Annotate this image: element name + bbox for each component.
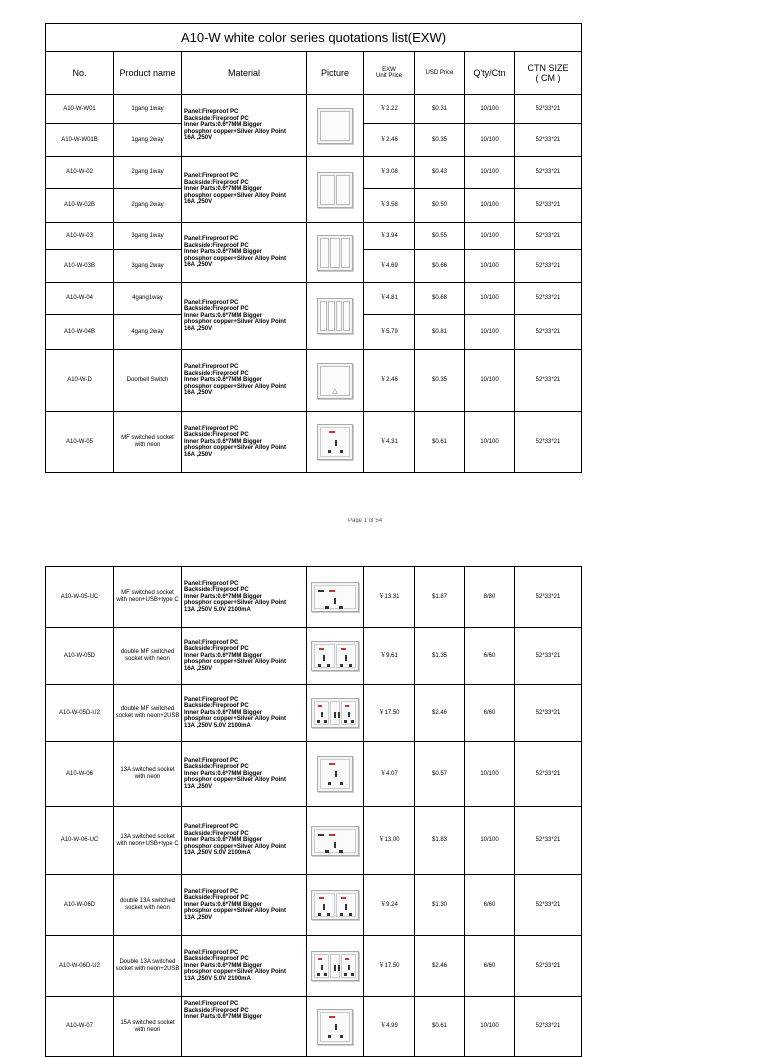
usd-price: $0.55 <box>415 223 465 250</box>
qty-per-ctn: 10/100 <box>465 189 515 223</box>
ctn-size: 52*33*21 <box>515 742 582 807</box>
ctn-size: 52*33*21 <box>515 157 582 189</box>
table-row <box>46 936 582 997</box>
doorbell-switch-icon: △ <box>317 363 353 399</box>
ctn-size: 52*33*21 <box>515 124 582 157</box>
usd-price: $0.81 <box>415 315 465 350</box>
usd-price: $0.35 <box>415 124 465 157</box>
product-picture <box>307 567 364 628</box>
ctn-size: 52*33*21 <box>515 95 582 124</box>
exw-price: ￥3.08 <box>364 157 415 189</box>
usd-price: $1.30 <box>415 875 465 936</box>
qty-per-ctn: 10/100 <box>465 223 515 250</box>
table-row <box>46 350 582 412</box>
exw-price: ￥9.61 <box>364 628 415 685</box>
table-title: A10-W white color series quotations list(EXW) <box>46 24 582 52</box>
qty-per-ctn: 10/100 <box>465 95 515 124</box>
ctn-size: 52*33*21 <box>515 936 582 997</box>
table-row <box>46 157 582 189</box>
ctn-size: 52*33*21 <box>515 685 582 742</box>
product-picture <box>307 95 364 157</box>
product-name: MF switched socket with neon <box>114 412 182 473</box>
product-picture <box>307 412 364 473</box>
product-picture <box>307 628 364 685</box>
exw-price: ￥2.22 <box>364 95 415 124</box>
table-row <box>46 95 582 124</box>
material: Panel:Fireproof PC Backside:Fireproof PC Inner Parts:0.6*7MM Bigger phosphor copper+Silver Alloy Point 16A ,250V <box>182 157 307 223</box>
mf-socket-usb-icon <box>311 582 359 612</box>
item-no: A10-W-04B <box>46 315 114 350</box>
ctn-size: 52*33*21 <box>515 315 582 350</box>
product-name: double MF switched socket with neon <box>114 628 182 685</box>
product-picture <box>307 157 364 223</box>
table-row <box>46 283 582 315</box>
material: Panel:Fireproof PC Backside:Fireproof PC Inner Parts:0.6*7MM Bigger phosphor copper+Silver Alloy Point 13A ,250V 5.0V 2100mA <box>182 807 307 875</box>
double-13a-socket-usb-icon <box>311 951 359 981</box>
product-name: 2gang 1way <box>114 157 182 189</box>
table-row <box>46 742 582 807</box>
13a-socket-usb-icon <box>311 826 359 856</box>
15a-socket-icon <box>317 1009 353 1045</box>
product-name: double MF switched socket with neon+2USB <box>114 685 182 742</box>
table-row <box>46 628 582 685</box>
double-13a-socket-icon <box>311 890 359 920</box>
table-row <box>46 567 582 628</box>
product-name: 4gang 2way <box>114 315 182 350</box>
header-no: No. <box>46 52 114 95</box>
item-no: A10-W-05D-U2 <box>46 685 114 742</box>
qty-per-ctn: 6/60 <box>465 628 515 685</box>
item-no: A10-W-03 <box>46 223 114 250</box>
material: Panel:Fireproof PC Backside:Fireproof PC Inner Parts:0.6*7MM Bigger phosphor copper+Silver Alloy Point 16A ,250V <box>182 350 307 412</box>
item-no: A10-W-05-UC <box>46 567 114 628</box>
qty-per-ctn: 10/100 <box>465 250 515 283</box>
product-picture <box>307 283 364 350</box>
exw-price: ￥4.99 <box>364 997 415 1057</box>
header-material: Material <box>182 52 307 95</box>
qty-per-ctn: 6/60 <box>465 685 515 742</box>
product-name: 1gang 2way <box>114 124 182 157</box>
exw-price: ￥4.31 <box>364 412 415 473</box>
qty-per-ctn: 10/100 <box>465 315 515 350</box>
product-name: Double 13A switched socket with neon+2USB <box>114 936 182 997</box>
material: Panel:Fireproof PC Backside:Fireproof PC Inner Parts:0.6*7MM Bigger phosphor copper+Silver Alloy Point 13A ,250V 5.0V 2100mA <box>182 567 307 628</box>
material: Panel:Fireproof PC Backside:Fireproof PC Inner Parts:0.6*7MM Bigger phosphor copper+Silver Alloy Point 16A ,250V <box>182 95 307 157</box>
ctn-size: 52*33*21 <box>515 283 582 315</box>
material: Panel:Fireproof PC Backside:Fireproof PC Inner Parts:0.6*7MM Bigger phosphor copper+Silver Alloy Point 16A ,250V <box>182 283 307 350</box>
header-usd-price: USD Price <box>415 52 465 95</box>
exw-price: ￥4.69 <box>364 250 415 283</box>
ctn-size: 52*33*21 <box>515 350 582 412</box>
ctn-size: 52*33*21 <box>515 997 582 1057</box>
switch-3gang-icon <box>317 235 353 271</box>
usd-price: $2.46 <box>415 936 465 997</box>
usd-price: $1.83 <box>415 807 465 875</box>
material: Panel:Fireproof PC Backside:Fireproof PC Inner Parts:0.6*7MM Bigger <box>182 997 307 1057</box>
item-no: A10-W-03B <box>46 250 114 283</box>
material: Panel:Fireproof PC Backside:Fireproof PC Inner Parts:0.6*7MM Bigger phosphor copper+Silver Alloy Point 13A ,250V 5.0V 2100mA <box>182 936 307 997</box>
exw-price: ￥5.79 <box>364 315 415 350</box>
product-picture <box>307 223 364 283</box>
header-qty-per-ctn: Q'ty/Ctn <box>465 52 515 95</box>
switch-1gang-icon <box>317 108 353 144</box>
exw-price: ￥3.94 <box>364 223 415 250</box>
exw-price: ￥9.24 <box>364 875 415 936</box>
usd-price: $2.46 <box>415 685 465 742</box>
qty-per-ctn: 10/100 <box>465 157 515 189</box>
qty-per-ctn: 8/80 <box>465 567 515 628</box>
product-picture <box>307 742 364 807</box>
material: Panel:Fireproof PC Backside:Fireproof PC Inner Parts:0.6*7MM Bigger phosphor copper+Silver Alloy Point 16A ,250V <box>182 628 307 685</box>
ctn-size: 52*33*21 <box>515 567 582 628</box>
item-no: A10-W-02B <box>46 189 114 223</box>
exw-price: ￥13.00 <box>364 807 415 875</box>
product-picture <box>307 685 364 742</box>
table-row <box>46 997 582 1057</box>
material: Panel:Fireproof PC Backside:Fireproof PC Inner Parts:0.6*7MM Bigger phosphor copper+Silver Alloy Point 16A ,250V <box>182 223 307 283</box>
double-mf-socket-usb-icon <box>311 698 359 728</box>
qty-per-ctn: 6/60 <box>465 936 515 997</box>
usd-price: $1.35 <box>415 628 465 685</box>
product-picture <box>307 875 364 936</box>
product-picture <box>307 936 364 997</box>
item-no: A10-W-06D-U2 <box>46 936 114 997</box>
ctn-size: 52*33*21 <box>515 875 582 936</box>
ctn-size: 52*33*21 <box>515 412 582 473</box>
mf-socket-icon <box>317 424 353 460</box>
switch-2gang-icon <box>317 172 353 208</box>
product-name: 13A switched socket with neon+USB+type C <box>114 807 182 875</box>
item-no: A10-W-07 <box>46 997 114 1057</box>
table-row <box>46 875 582 936</box>
usd-price: $0.57 <box>415 742 465 807</box>
product-name: Doorbell Switch <box>114 350 182 412</box>
header-ctn-size: CTN SIZE ( CM ) <box>515 52 582 95</box>
material: Panel:Fireproof PC Backside:Fireproof PC Inner Parts:0.6*7MM Bigger phosphor copper+Silver Alloy Point 13A ,250V <box>182 742 307 807</box>
product-name: 2gang 2way <box>114 189 182 223</box>
usd-price: $0.43 <box>415 157 465 189</box>
table-row <box>46 685 582 742</box>
product-picture <box>307 807 364 875</box>
item-no: A10-W-04 <box>46 283 114 315</box>
product-name: 15A switched socket with neon <box>114 997 182 1057</box>
qty-per-ctn: 10/100 <box>465 412 515 473</box>
switch-4gang-icon <box>317 298 353 334</box>
qty-per-ctn: 10/100 <box>465 742 515 807</box>
exw-price: ￥13.31 <box>364 567 415 628</box>
exw-price: ￥4.81 <box>364 283 415 315</box>
material: Panel:Fireproof PC Backside:Fireproof PC Inner Parts:0.6*7MM Bigger phosphor copper+Silver Alloy Point 13A ,250V <box>182 875 307 936</box>
usd-price: $0.61 <box>415 412 465 473</box>
product-picture <box>307 350 364 412</box>
item-no: A10-W-W01B <box>46 124 114 157</box>
ctn-size: 52*33*21 <box>515 223 582 250</box>
item-no: A10-W-06 <box>46 742 114 807</box>
qty-per-ctn: 6/60 <box>465 875 515 936</box>
product-name: 3gang 1way <box>114 223 182 250</box>
header-picture: Picture <box>307 52 364 95</box>
product-name: 4gang1way <box>114 283 182 315</box>
exw-price: ￥3.58 <box>364 189 415 223</box>
item-no: A10-W-06D <box>46 875 114 936</box>
product-name: 3gang 2way <box>114 250 182 283</box>
product-name: double 13A switched socket with neon <box>114 875 182 936</box>
page-footer: Page 1 of 54 <box>348 518 383 523</box>
table-row <box>46 412 582 473</box>
item-no: A10-W-W01 <box>46 95 114 124</box>
ctn-size: 52*33*21 <box>515 628 582 685</box>
item-no: A10-W-05D <box>46 628 114 685</box>
qty-per-ctn: 10/100 <box>465 283 515 315</box>
qty-per-ctn: 10/100 <box>465 350 515 412</box>
quotation-table-2 <box>45 566 582 1057</box>
item-no: A10-W-D <box>46 350 114 412</box>
product-picture <box>307 997 364 1057</box>
usd-price: $0.61 <box>415 997 465 1057</box>
qty-per-ctn: 10/100 <box>465 997 515 1057</box>
usd-price: $0.35 <box>415 350 465 412</box>
usd-price: $0.50 <box>415 189 465 223</box>
double-mf-socket-icon <box>311 641 359 671</box>
ctn-size: 52*33*21 <box>515 189 582 223</box>
usd-price: $0.66 <box>415 250 465 283</box>
13a-socket-icon <box>317 756 353 792</box>
header-exw-unit-price: EXW Unit Price <box>364 52 415 95</box>
product-name: 13A switched socket with neon <box>114 742 182 807</box>
ctn-size: 52*33*21 <box>515 250 582 283</box>
exw-price: ￥17.50 <box>364 685 415 742</box>
exw-price: ￥4.07 <box>364 742 415 807</box>
usd-price: $0.31 <box>415 95 465 124</box>
material: Panel:Fireproof PC Backside:Fireproof PC Inner Parts:0.6*7MM Bigger phosphor copper+Silver Alloy Point 13A ,250V 5.0V 2100mA <box>182 685 307 742</box>
product-name: 1gang 1way <box>114 95 182 124</box>
exw-price: ￥17.50 <box>364 936 415 997</box>
exw-price: ￥2.46 <box>364 350 415 412</box>
qty-per-ctn: 10/100 <box>465 807 515 875</box>
product-name: MF switched socket with neon+USB+type C <box>114 567 182 628</box>
qty-per-ctn: 10/100 <box>465 124 515 157</box>
table-row <box>46 807 582 875</box>
quotation-table-1 <box>45 23 582 473</box>
table-row <box>46 223 582 250</box>
item-no: A10-W-06-UC <box>46 807 114 875</box>
material: Panel:Fireproof PC Backside:Fireproof PC Inner Parts:0.6*7MM Bigger phosphor copper+Silver Alloy Point 16A ,250V <box>182 412 307 473</box>
item-no: A10-W-02 <box>46 157 114 189</box>
ctn-size: 52*33*21 <box>515 807 582 875</box>
exw-price: ￥2.46 <box>364 124 415 157</box>
usd-price: $0.68 <box>415 283 465 315</box>
item-no: A10-W-05 <box>46 412 114 473</box>
usd-price: $1.87 <box>415 567 465 628</box>
header-product-name: Product name <box>114 52 182 95</box>
